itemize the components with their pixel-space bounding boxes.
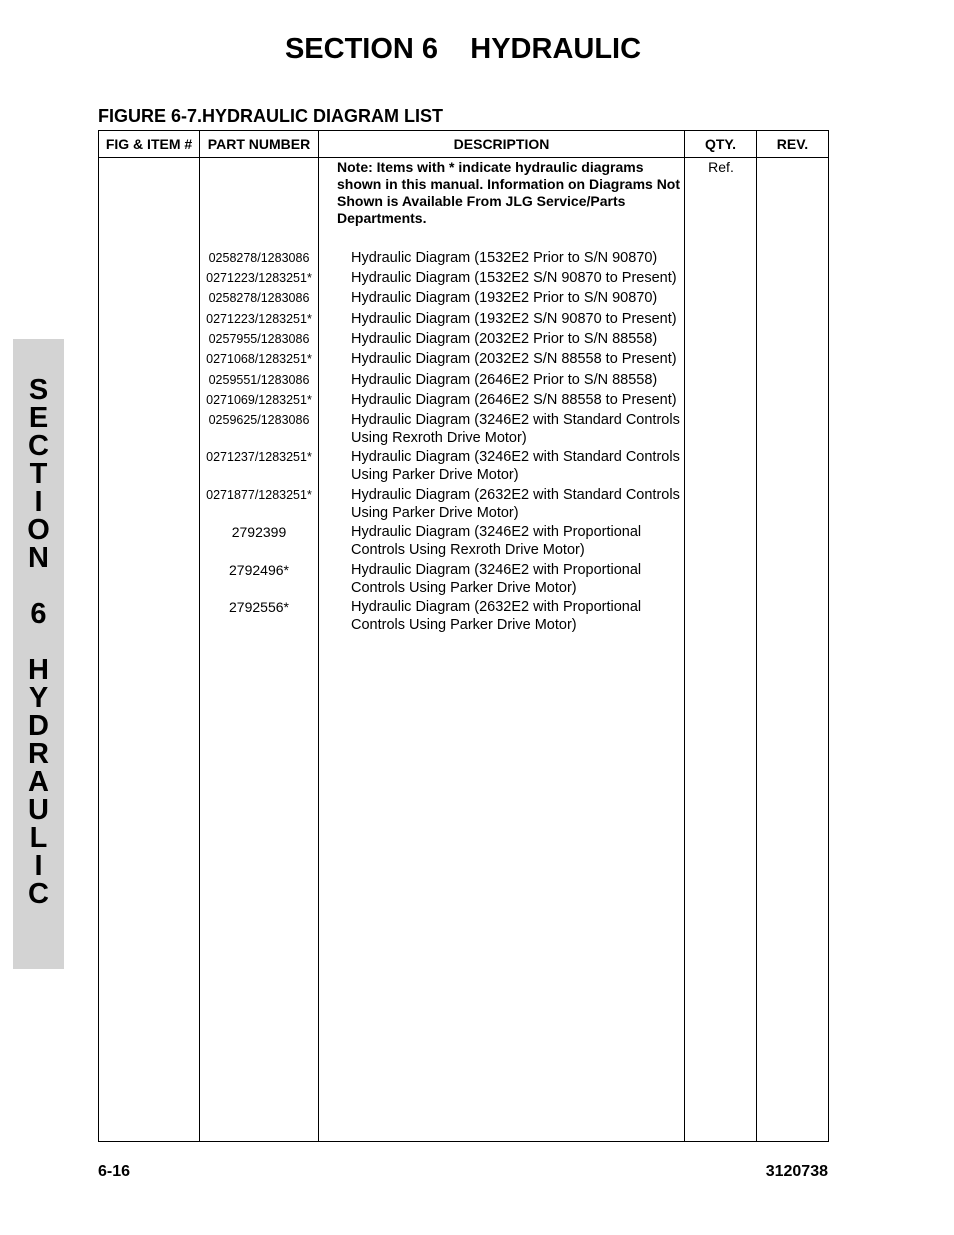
part-number: 0259625/1283086	[208, 413, 310, 427]
page-number: 6-16	[98, 1163, 131, 1180]
column-header-part-number: PART NUMBER	[207, 136, 311, 152]
column-header-description: DESCRIPTION	[453, 136, 550, 152]
section-side-tab	[13, 339, 64, 969]
row-description: Hydraulic Diagram (3246E2 with Standard Controls Using Rexroth Drive Motor)	[351, 412, 680, 446]
part-number: 0257955/1283086	[208, 332, 310, 346]
part-number: 2792556*	[229, 599, 289, 615]
column-divider	[318, 131, 319, 1141]
row-description: Hydraulic Diagram (1532E2 Prior to S/N 90870)	[351, 250, 658, 266]
row-description: Hydraulic Diagram (1932E2 S/N 90870 to Present)	[351, 311, 677, 327]
row-description: Hydraulic Diagram (2632E2 with Proportional Controls Using Parker Drive Motor)	[351, 599, 642, 633]
note-qty: Ref.	[708, 159, 734, 175]
side-tab-letter: 6	[30, 598, 47, 630]
column-header-fig-item: FIG & ITEM #	[105, 136, 193, 152]
part-number: 0271069/1283251*	[206, 393, 312, 407]
column-header-qty: QTY.	[704, 136, 737, 152]
side-tab-letter: O	[27, 514, 50, 546]
part-number: 0271223/1283251*	[206, 312, 312, 326]
side-tab-letter: N	[28, 542, 49, 574]
side-tab-letter: T	[29, 458, 48, 490]
side-tab-letter: D	[28, 710, 49, 742]
part-number: 0271877/1283251*	[206, 488, 312, 502]
column-header-rev: REV.	[776, 136, 809, 152]
page-title: SECTION 6 HYDRAULIC	[284, 33, 642, 65]
parts-table	[98, 130, 829, 1142]
row-description: Hydraulic Diagram (2646E2 S/N 88558 to Present)	[351, 392, 677, 408]
column-divider	[756, 131, 757, 1141]
side-tab-letter: H	[28, 654, 49, 686]
row-description: Hydraulic Diagram (1932E2 Prior to S/N 90870)	[351, 290, 658, 306]
side-tab-letter: R	[28, 738, 49, 770]
header-divider	[99, 157, 828, 158]
side-tab-letter: C	[28, 878, 49, 910]
row-description: Hydraulic Diagram (3246E2 with Standard Controls Using Parker Drive Motor)	[351, 449, 680, 483]
side-tab-letter: U	[28, 794, 49, 826]
row-description: Hydraulic Diagram (2632E2 with Standard Controls Using Parker Drive Motor)	[351, 487, 680, 521]
part-number: 0271068/1283251*	[206, 352, 312, 366]
document-number: 3120738	[765, 1163, 828, 1180]
row-description: Hydraulic Diagram (2032E2 S/N 88558 to Present)	[351, 351, 677, 367]
row-description: Hydraulic Diagram (2032E2 Prior to S/N 88558)	[351, 331, 658, 347]
part-number: 2792496*	[229, 562, 289, 578]
side-tab-letter: L	[29, 822, 48, 854]
side-tab-letter: I	[34, 486, 43, 518]
side-tab-letter: E	[28, 402, 49, 434]
row-description: Hydraulic Diagram (1532E2 S/N 90870 to Present)	[351, 270, 677, 286]
side-tab-letter: A	[28, 766, 49, 798]
row-description: Hydraulic Diagram (3246E2 with Proportional Controls Using Rexroth Drive Motor)	[351, 524, 642, 558]
side-tab-letter: Y	[28, 682, 49, 714]
row-description: Hydraulic Diagram (2646E2 Prior to S/N 88558)	[351, 372, 658, 388]
side-tab-letter: S	[28, 374, 49, 406]
part-number: 2792399	[231, 524, 287, 540]
side-tab-letter: C	[28, 430, 49, 462]
side-tab-letter: I	[34, 850, 43, 882]
part-number: 0258278/1283086	[208, 291, 310, 305]
part-number: 0271223/1283251*	[206, 271, 312, 285]
table-note: Note: Items with * indicate hydraulic diagrams shown in this manual. Information on Diagrams Not Shown is Available From JLG Service/Parts Departments.	[337, 159, 681, 226]
row-description: Hydraulic Diagram (3246E2 with Proportional Controls Using Parker Drive Motor)	[351, 562, 642, 596]
figure-title: FIGURE 6-7.HYDRAULIC DIAGRAM LIST	[98, 106, 444, 126]
part-number: 0258278/1283086	[208, 251, 310, 265]
part-number: 0271237/1283251*	[206, 450, 312, 464]
part-number: 0259551/1283086	[208, 373, 310, 387]
